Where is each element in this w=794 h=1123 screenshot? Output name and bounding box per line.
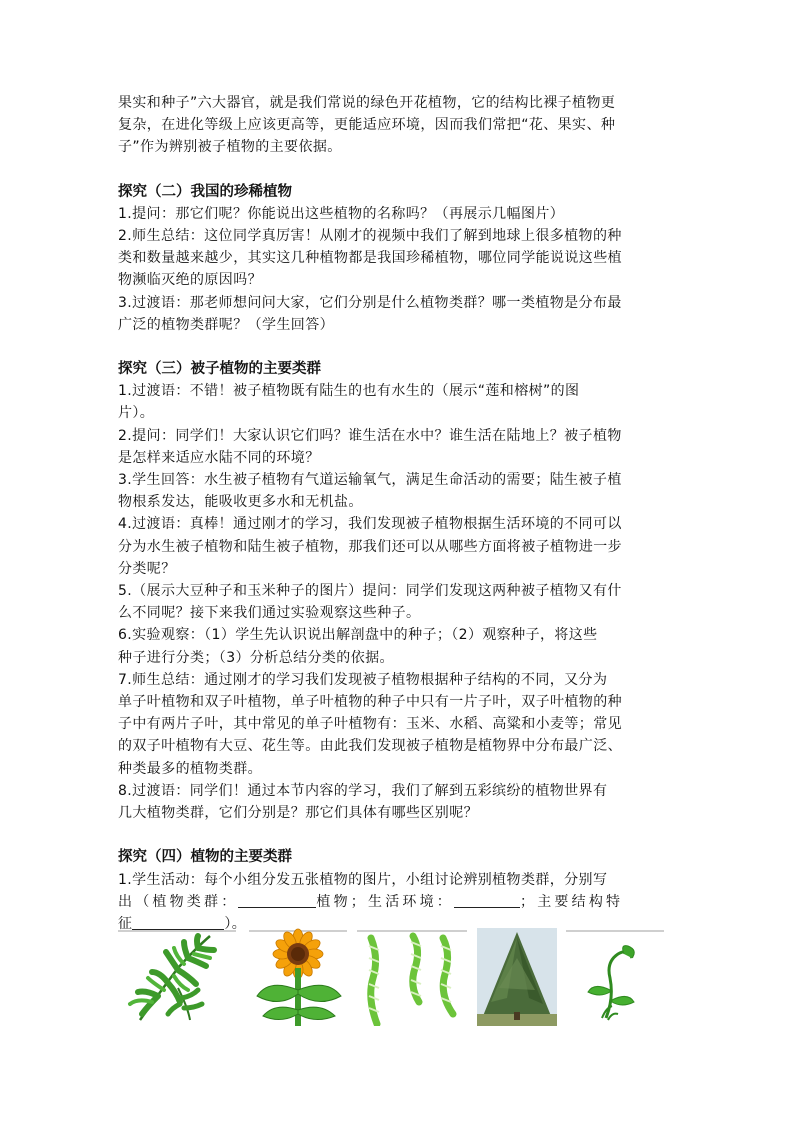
- section-line: 6.实验观察：（1）学生先认识说出解剖盘中的种子；（2）观察种子，将这些: [118, 627, 598, 644]
- section-line: 2.师生总结：这位同学真厉害！从刚才的视频中我们了解到地球上很多植物的种: [118, 228, 622, 245]
- intro-line: 子”作为辨别被子植物的主要依据。: [118, 139, 342, 156]
- activity-line: [118, 891, 683, 913]
- section-line: 片）。: [118, 405, 155, 422]
- section-line: 么不同呢？接下来我们通过实验观察这些种子。: [118, 605, 421, 622]
- algae-icon: [357, 928, 467, 1026]
- section-line: 8.过渡语：同学们！通过本节内容的学习，我们了解到五彩缤纷的植物世界有: [118, 782, 608, 799]
- activity-text: ；主要结构特: [520, 893, 624, 910]
- section-line: 分类呢？: [118, 560, 176, 577]
- section-line: 3.过渡语：那老师想问问大家，它们分别是什么植物类群？哪一类植物是分布最: [118, 294, 622, 311]
- section-plant-groups: [118, 846, 683, 935]
- section-line: 种类最多的植物类群。: [118, 760, 262, 777]
- section-title: 探究（四）植物的主要类群: [118, 849, 292, 866]
- section-line: 子中有两片子叶，其中常见的单子叶植物有：玉米、水稻、高粱和小麦等；常见: [118, 716, 622, 733]
- document-body: [118, 92, 683, 935]
- section-angiosperm-groups: [118, 358, 683, 824]
- section-line: 1.过渡语：不错！被子植物既有陆生的也有水生的（展示“莲和榕树”的图: [118, 383, 580, 400]
- intro-paragraph: [118, 92, 683, 159]
- sunflower-icon: [249, 928, 347, 1026]
- section-line: 是怎样来适应水陆不同的环境？: [118, 449, 320, 466]
- section-line: 1.提问：那它们呢？你能说出这些植物的名称吗？（再展示几幅图片）: [118, 205, 565, 222]
- conifer-tree-icon: [477, 928, 557, 1026]
- activity-text: 出（植物类群：: [118, 893, 239, 910]
- section-line: 的双子叶植物有大豆、花生等。由此我们发现被子植物是植物界中分布最广泛、: [118, 738, 622, 755]
- section-line: 分为水生被子植物和陆生被子植物，那我们还可以从哪些方面将被子植物进一步: [118, 538, 622, 555]
- intro-line: 复杂，在进化等级上应该更高等，更能适应环境，因而我们常把“花、果实、种: [118, 117, 616, 134]
- activity-text: 征: [118, 915, 133, 932]
- section-title: 探究（三）被子植物的主要类群: [118, 361, 321, 378]
- activity-line: 1.学生活动：每个小组分发五张植物的图片，小组讨论辨别植物类群，分别写: [118, 871, 608, 888]
- section-rare-plants: [118, 181, 683, 336]
- section-line: 类和数量越来越少，其实这几种植物都是我国珍稀植物，哪位同学能说说这些植: [118, 250, 622, 267]
- section-title: 探究（二）我国的珍稀植物: [118, 183, 292, 200]
- section-line: 单子叶植物和双子叶植物，单子叶植物的种子中只有一片子叶，双子叶植物的种: [118, 694, 622, 711]
- plant-images-row: [118, 928, 678, 1028]
- section-line: 广泛的植物类群呢？（学生回答）: [118, 316, 334, 333]
- section-line: 种子进行分类；（3）分析总结分类的依据。: [118, 649, 394, 666]
- section-line: 2.提问：同学们！大家认识它们吗？谁生活在水中？谁生活在陆地上？被子植物: [118, 427, 622, 444]
- section-line: 4.过渡语：真棒！通过刚才的学习，我们发现被子植物根据生活环境的不同可以: [118, 516, 622, 533]
- plant-group-blank[interactable]: [238, 893, 316, 908]
- section-line: 7.师生总结：通过刚才的学习我们发现被子植物根据种子结构的不同，又分为: [118, 671, 608, 688]
- section-line: 物濒临灭绝的原因吗？: [118, 272, 262, 289]
- activity-text: ）。: [224, 915, 247, 932]
- section-line: 物根系发达，能吸收更多水和无机盐。: [118, 494, 363, 511]
- habitat-blank[interactable]: [454, 893, 520, 908]
- intro-line: 果实和种子”六大器官，就是我们常说的绿色开花植物，它的结构比裸子植物更: [118, 95, 616, 111]
- section-line: 5.（展示大豆种子和玉米种子的图片）提问：同学们发现这两种被子植物又有什: [118, 583, 622, 600]
- activity-text: 植物；生活环境：: [316, 893, 455, 910]
- section-line: 几大植物类群，它们分别是？那它们具体有哪些区别呢？: [118, 805, 478, 822]
- fern-icon: [118, 928, 236, 1026]
- moss-sprout-icon: [566, 928, 664, 1026]
- section-line: 3.学生回答：水生被子植物有气道运输氧气，满足生命活动的需要；陆生被子植: [118, 472, 622, 489]
